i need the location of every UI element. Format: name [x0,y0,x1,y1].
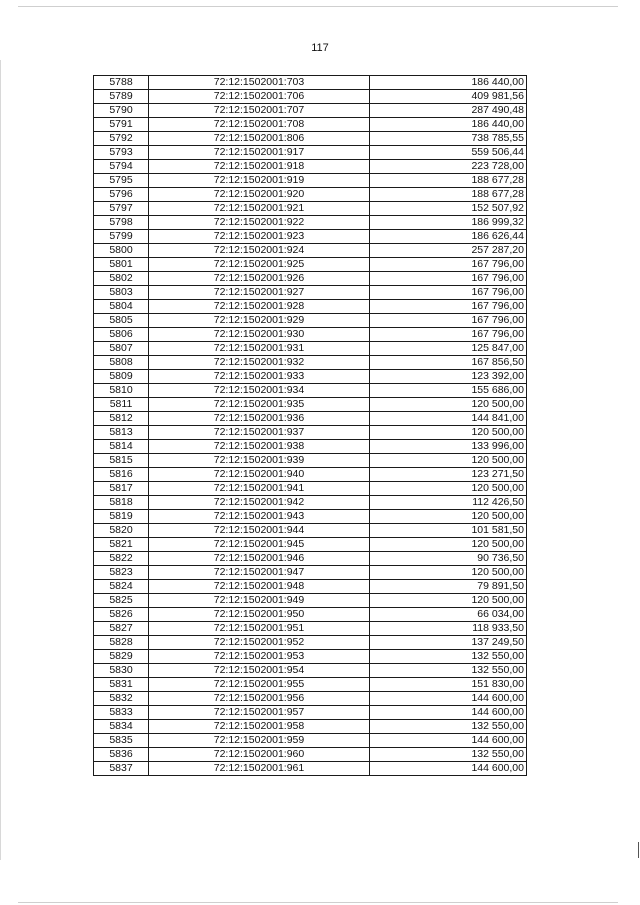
table-row [94,426,527,440]
row-number-cell: 5823 [94,566,149,580]
table-row [94,398,527,412]
cadastral-number-cell: 72:12:1502001:931 [149,342,370,356]
table-row [94,734,527,748]
table-row [94,244,527,258]
row-number-cell: 5807 [94,342,149,356]
cadastral-value-table [93,75,527,776]
table-row [94,328,527,342]
cadastral-number-cell: 72:12:1502001:919 [149,174,370,188]
cadastral-number-cell: 72:12:1502001:925 [149,258,370,272]
table-row [94,454,527,468]
row-number-cell: 5792 [94,132,149,146]
cadastral-number-cell: 72:12:1502001:936 [149,412,370,426]
right-scan-mark [638,842,639,858]
table-row [94,482,527,496]
table-row [94,566,527,580]
cadastral-value-cell: 123 392,00 [370,370,527,384]
table-row [94,580,527,594]
table-row [94,384,527,398]
cadastral-number-cell: 72:12:1502001:951 [149,622,370,636]
row-number-cell: 5801 [94,258,149,272]
table-row [94,202,527,216]
cadastral-value-cell: 167 796,00 [370,272,527,286]
cadastral-number-cell: 72:12:1502001:924 [149,244,370,258]
cadastral-number-cell: 72:12:1502001:955 [149,678,370,692]
cadastral-number-cell: 72:12:1502001:923 [149,230,370,244]
cadastral-number-cell: 72:12:1502001:927 [149,286,370,300]
cadastral-value-cell: 137 249,50 [370,636,527,650]
cadastral-value-cell: 125 847,00 [370,342,527,356]
cadastral-number-cell: 72:12:1502001:957 [149,706,370,720]
table-row [94,146,527,160]
table-row [94,118,527,132]
cadastral-number-cell: 72:12:1502001:708 [149,118,370,132]
table-body [94,76,527,776]
cadastral-value-cell: 167 796,00 [370,258,527,272]
cadastral-number-cell: 72:12:1502001:935 [149,398,370,412]
row-number-cell: 5824 [94,580,149,594]
cadastral-value-cell: 186 626,44 [370,230,527,244]
cadastral-number-cell: 72:12:1502001:942 [149,496,370,510]
cadastral-value-cell: 120 500,00 [370,566,527,580]
row-number-cell: 5794 [94,160,149,174]
row-number-cell: 5812 [94,412,149,426]
row-number-cell: 5836 [94,748,149,762]
cadastral-value-cell: 287 490,48 [370,104,527,118]
cadastral-value-cell: 120 500,00 [370,426,527,440]
row-number-cell: 5814 [94,440,149,454]
cadastral-value-cell: 123 271,50 [370,468,527,482]
cadastral-number-cell: 72:12:1502001:940 [149,468,370,482]
row-number-cell: 5799 [94,230,149,244]
table-row [94,706,527,720]
cadastral-number-cell: 72:12:1502001:960 [149,748,370,762]
row-number-cell: 5788 [94,76,149,90]
cadastral-number-cell: 72:12:1502001:921 [149,202,370,216]
table-row [94,692,527,706]
cadastral-value-cell: 90 736,50 [370,552,527,566]
row-number-cell: 5789 [94,90,149,104]
table-row [94,356,527,370]
cadastral-number-cell: 72:12:1502001:920 [149,188,370,202]
table-row [94,160,527,174]
cadastral-value-cell: 738 785,55 [370,132,527,146]
cadastral-number-cell: 72:12:1502001:949 [149,594,370,608]
cadastral-number-cell: 72:12:1502001:706 [149,90,370,104]
row-number-cell: 5795 [94,174,149,188]
table-row [94,314,527,328]
cadastral-value-cell: 186 440,00 [370,76,527,90]
cadastral-number-cell: 72:12:1502001:944 [149,524,370,538]
row-number-cell: 5826 [94,608,149,622]
cadastral-number-cell: 72:12:1502001:950 [149,608,370,622]
cadastral-number-cell: 72:12:1502001:945 [149,538,370,552]
cadastral-number-cell: 72:12:1502001:948 [149,580,370,594]
table-row [94,440,527,454]
row-number-cell: 5820 [94,524,149,538]
cadastral-value-cell: 152 507,92 [370,202,527,216]
table-row [94,594,527,608]
cadastral-number-cell: 72:12:1502001:918 [149,160,370,174]
table-row [94,258,527,272]
cadastral-number-cell: 72:12:1502001:938 [149,440,370,454]
cadastral-value-cell: 101 581,50 [370,524,527,538]
row-number-cell: 5810 [94,384,149,398]
row-number-cell: 5816 [94,468,149,482]
row-number-cell: 5819 [94,510,149,524]
cadastral-value-cell: 133 996,00 [370,440,527,454]
row-number-cell: 5790 [94,104,149,118]
cadastral-value-cell: 223 728,00 [370,160,527,174]
row-number-cell: 5802 [94,272,149,286]
cadastral-number-cell: 72:12:1502001:953 [149,650,370,664]
table-row [94,524,527,538]
cadastral-number-cell: 72:12:1502001:917 [149,146,370,160]
table-row [94,720,527,734]
table-row [94,412,527,426]
table-row [94,678,527,692]
cadastral-value-cell: 167 796,00 [370,314,527,328]
table-row [94,230,527,244]
cadastral-value-cell: 120 500,00 [370,510,527,524]
cadastral-number-cell: 72:12:1502001:958 [149,720,370,734]
cadastral-value-cell: 120 500,00 [370,398,527,412]
row-number-cell: 5827 [94,622,149,636]
cadastral-number-cell: 72:12:1502001:922 [149,216,370,230]
row-number-cell: 5798 [94,216,149,230]
row-number-cell: 5806 [94,328,149,342]
row-number-cell: 5831 [94,678,149,692]
table-row [94,342,527,356]
cadastral-value-cell: 79 891,50 [370,580,527,594]
table-row [94,650,527,664]
row-number-cell: 5808 [94,356,149,370]
cadastral-value-cell: 151 830,00 [370,678,527,692]
row-number-cell: 5796 [94,188,149,202]
cadastral-value-cell: 144 600,00 [370,762,527,776]
bottom-scan-edge [18,902,618,903]
cadastral-number-cell: 72:12:1502001:707 [149,104,370,118]
table-row [94,300,527,314]
cadastral-number-cell: 72:12:1502001:926 [149,272,370,286]
cadastral-number-cell: 72:12:1502001:937 [149,426,370,440]
left-scan-edge [0,60,1,860]
cadastral-value-cell: 144 600,00 [370,734,527,748]
row-number-cell: 5817 [94,482,149,496]
row-number-cell: 5815 [94,454,149,468]
cadastral-value-cell: 120 500,00 [370,482,527,496]
table-row [94,496,527,510]
cadastral-number-cell: 72:12:1502001:932 [149,356,370,370]
cadastral-value-cell: 559 506,44 [370,146,527,160]
row-number-cell: 5813 [94,426,149,440]
table-row [94,272,527,286]
table-row [94,608,527,622]
cadastral-number-cell: 72:12:1502001:934 [149,384,370,398]
cadastral-number-cell: 72:12:1502001:930 [149,328,370,342]
cadastral-value-cell: 120 500,00 [370,454,527,468]
cadastral-value-cell: 118 933,50 [370,622,527,636]
row-number-cell: 5828 [94,636,149,650]
table-row [94,188,527,202]
cadastral-value-cell: 188 677,28 [370,174,527,188]
cadastral-value-cell: 112 426,50 [370,496,527,510]
row-number-cell: 5829 [94,650,149,664]
cadastral-value-cell: 409 981,56 [370,90,527,104]
table-row [94,76,527,90]
table-row [94,664,527,678]
table-row [94,174,527,188]
table-row [94,286,527,300]
row-number-cell: 5818 [94,496,149,510]
cadastral-value-cell: 132 550,00 [370,650,527,664]
cadastral-number-cell: 72:12:1502001:946 [149,552,370,566]
cadastral-value-cell: 120 500,00 [370,594,527,608]
table-row [94,90,527,104]
table-row [94,622,527,636]
table-row [94,538,527,552]
cadastral-value-cell: 144 841,00 [370,412,527,426]
cadastral-value-cell: 186 999,32 [370,216,527,230]
cadastral-value-cell: 167 856,50 [370,356,527,370]
row-number-cell: 5833 [94,706,149,720]
cadastral-number-cell: 72:12:1502001:928 [149,300,370,314]
row-number-cell: 5811 [94,398,149,412]
row-number-cell: 5830 [94,664,149,678]
cadastral-number-cell: 72:12:1502001:929 [149,314,370,328]
cadastral-value-cell: 167 796,00 [370,300,527,314]
table-row [94,216,527,230]
top-scan-edge [18,6,618,7]
row-number-cell: 5822 [94,552,149,566]
cadastral-value-cell: 132 550,00 [370,720,527,734]
cadastral-value-cell: 66 034,00 [370,608,527,622]
cadastral-value-cell: 132 550,00 [370,664,527,678]
cadastral-value-cell: 132 550,00 [370,748,527,762]
table-row [94,104,527,118]
cadastral-number-cell: 72:12:1502001:806 [149,132,370,146]
cadastral-number-cell: 72:12:1502001:956 [149,692,370,706]
row-number-cell: 5805 [94,314,149,328]
cadastral-number-cell: 72:12:1502001:954 [149,664,370,678]
row-number-cell: 5791 [94,118,149,132]
table-row [94,636,527,650]
cadastral-value-cell: 257 287,20 [370,244,527,258]
table-row [94,748,527,762]
table-row [94,510,527,524]
row-number-cell: 5821 [94,538,149,552]
row-number-cell: 5832 [94,692,149,706]
cadastral-number-cell: 72:12:1502001:943 [149,510,370,524]
cadastral-number-cell: 72:12:1502001:959 [149,734,370,748]
cadastral-value-cell: 144 600,00 [370,692,527,706]
cadastral-value-cell: 155 686,00 [370,384,527,398]
row-number-cell: 5800 [94,244,149,258]
cadastral-number-cell: 72:12:1502001:952 [149,636,370,650]
cadastral-value-cell: 144 600,00 [370,706,527,720]
cadastral-number-cell: 72:12:1502001:703 [149,76,370,90]
cadastral-number-cell: 72:12:1502001:947 [149,566,370,580]
cadastral-value-cell: 167 796,00 [370,328,527,342]
table-row [94,132,527,146]
cadastral-value-cell: 188 677,28 [370,188,527,202]
row-number-cell: 5837 [94,762,149,776]
page-number: 117 [311,42,329,54]
table-row [94,370,527,384]
row-number-cell: 5804 [94,300,149,314]
row-number-cell: 5825 [94,594,149,608]
cadastral-value-cell: 120 500,00 [370,538,527,552]
table-row [94,762,527,776]
row-number-cell: 5835 [94,734,149,748]
cadastral-value-cell: 167 796,00 [370,286,527,300]
table-row [94,468,527,482]
row-number-cell: 5797 [94,202,149,216]
row-number-cell: 5834 [94,720,149,734]
row-number-cell: 5793 [94,146,149,160]
cadastral-number-cell: 72:12:1502001:941 [149,482,370,496]
cadastral-number-cell: 72:12:1502001:961 [149,762,370,776]
cadastral-number-cell: 72:12:1502001:933 [149,370,370,384]
table-row [94,552,527,566]
cadastral-number-cell: 72:12:1502001:939 [149,454,370,468]
row-number-cell: 5803 [94,286,149,300]
cadastral-value-cell: 186 440,00 [370,118,527,132]
row-number-cell: 5809 [94,370,149,384]
